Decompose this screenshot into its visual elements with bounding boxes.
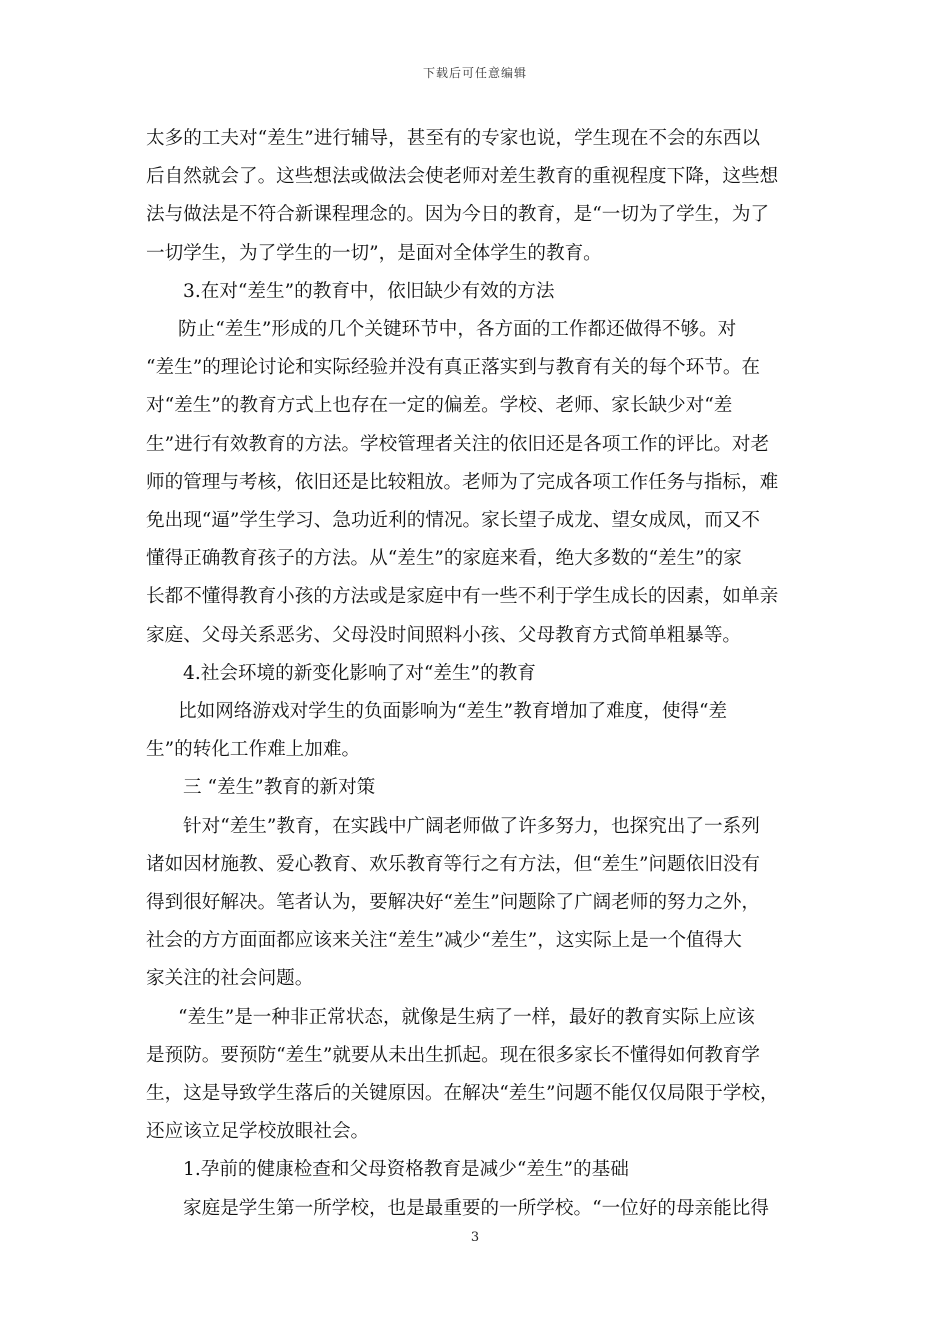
text-line: 得到很好解决。笔者认为，要解决好“差生”问题除了广阔老师的努力之外， bbox=[146, 892, 761, 914]
paragraph-social-environment bbox=[146, 693, 810, 769]
paragraph-continuation bbox=[146, 120, 810, 273]
text-line: 生”进行有效教育的方法。学校管理者关注的依旧还是各项工作的评比。对老 bbox=[146, 433, 770, 455]
text-line: 对“差生”的教育方式上也存在一定的偏差。学校、老师、家长缺少对“差 bbox=[146, 395, 733, 417]
text-line: 还应该立足学校放眼社会。 bbox=[146, 1121, 370, 1143]
text-line: 懂得正确教育孩子的方法。从“差生”的家庭来看，绝大多数的“差生”的家 bbox=[146, 548, 742, 570]
text-line: 4.社会环境的新变化影响了对“差生”的教育 bbox=[183, 662, 536, 684]
paragraph-prevention bbox=[146, 999, 810, 1152]
section-heading-three bbox=[146, 769, 810, 807]
text-line: 长都不懂得教育小孩的方法或是家庭中有一些不利于学生成长的因素，如单亲 bbox=[146, 586, 779, 608]
text-line: 3.在对“差生”的教育中，依旧缺少有效的方法 bbox=[183, 280, 555, 302]
text-line: 1.孕前的健康检查和父母资格教育是减少“差生”的基础 bbox=[183, 1159, 629, 1181]
text-line: “差生”的理论讨论和实际经验并没有真正落实到与教育有关的每个环节。在 bbox=[146, 357, 761, 379]
section-heading-4 bbox=[146, 655, 810, 693]
page-header: 下载后可任意编辑 bbox=[422, 66, 527, 80]
text-line: 生，这是导致学生落后的关键原因。在解决“差生”问题不能仅仅局限于学校， bbox=[146, 1083, 779, 1105]
page-number: 3 bbox=[470, 1230, 480, 1245]
paragraph-methods bbox=[146, 311, 810, 655]
text-line: 家庭是学生第一所学校，也是最重要的一所学校。“一位好的母亲能比得 bbox=[183, 1197, 769, 1219]
text-line: “差生”是一种非正常状态，就像是生病了一样，最好的教育实际上应该 bbox=[178, 1006, 755, 1028]
text-line: 家庭、父母关系恶劣、父母没时间照料小孩、父母教育方式简单粗暴等。 bbox=[146, 624, 742, 646]
document-body bbox=[146, 120, 810, 1228]
text-line: 三 “差生”教育的新对策 bbox=[183, 777, 376, 799]
text-line: 防止“差生”形成的几个关键环节中，各方面的工作都还做得不够。对 bbox=[178, 319, 737, 341]
text-line: 比如网络游戏对学生的负面影响为“差生”教育增加了难度，使得“差 bbox=[178, 701, 728, 723]
text-line: 是预防。要预防“差生”就要从未出生抓起。现在很多家长不懂得如何教育学 bbox=[146, 1044, 761, 1066]
text-line: 诸如因材施教、爱心教育、欢乐教育等行之有方法，但“差生”问题依旧没有 bbox=[146, 853, 761, 875]
text-line: 针对“差生”教育，在实践中广阔老师做了许多努力，也探究出了一系列 bbox=[183, 815, 760, 837]
text-line: 后自然就会了。这些想法或做法会使老师对差生教育的重视程度下降，这些想 bbox=[146, 166, 779, 188]
text-line: 太多的工夫对“差生”进行辅导，甚至有的专家也说，学生现在不会的东西以 bbox=[146, 128, 761, 149]
paragraph-new-strategies bbox=[146, 808, 810, 999]
text-line: 家关注的社会问题。 bbox=[146, 968, 314, 990]
text-line: 社会的方方面面都应该来关注“差生”减少“差生”，这实际上是一个值得大 bbox=[146, 930, 742, 952]
text-line: 生”的转化工作难上加难。 bbox=[146, 739, 361, 761]
text-line: 一切学生，为了学生的一切”，是面对全体学生的教育。 bbox=[146, 242, 602, 264]
text-line: 免出现“逼”学生学习、急功近利的情况。家长望子成龙、望女成凤，而又不 bbox=[146, 510, 761, 532]
text-line: 师的管理与考核，依旧还是比较粗放。老师为了完成各项工作任务与指标，难 bbox=[146, 471, 779, 493]
text-line: 法与做法是不符合新课程理念的。因为今日的教育，是“一切为了学生，为了 bbox=[146, 204, 770, 226]
section-heading-3 bbox=[146, 273, 810, 311]
section-heading-1 bbox=[146, 1151, 810, 1189]
paragraph-family bbox=[146, 1190, 810, 1228]
